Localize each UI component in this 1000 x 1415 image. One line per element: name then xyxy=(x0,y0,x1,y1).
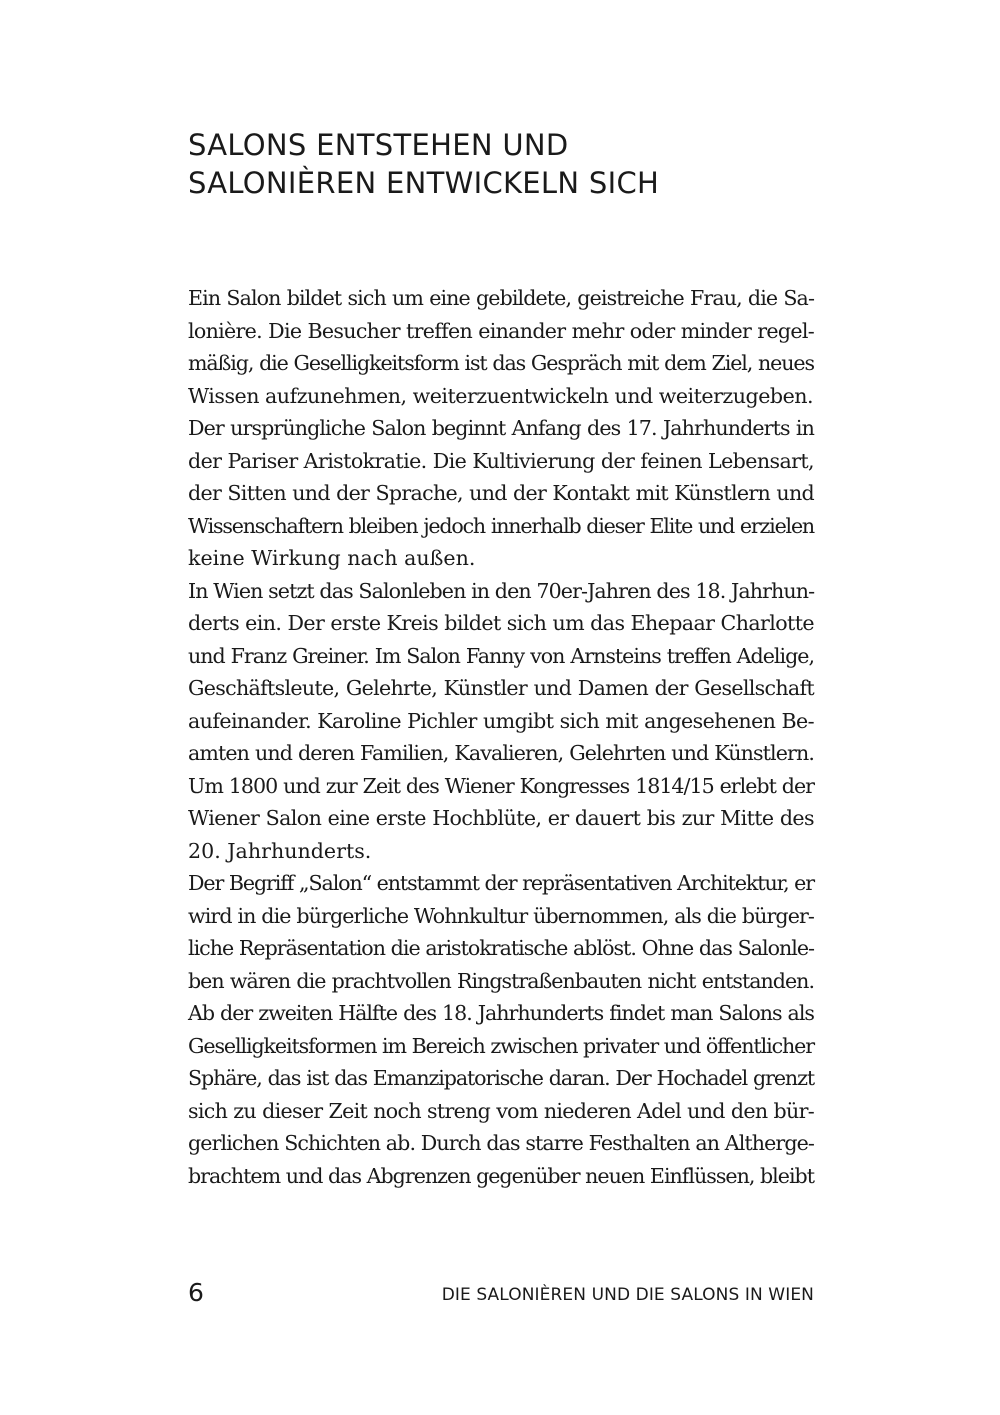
text-line: amten und deren Familien, Kavalieren, Gelehrten und Künstlern. xyxy=(188,741,814,765)
text-line: Sphäre, das ist das Emanzipatorische daran. Der Hochadel grenzt xyxy=(188,1066,814,1090)
text-line: Geschäftsleute, Gelehrte, Künstler und Damen der Gesellschaft xyxy=(188,676,814,700)
text-line: Der ursprüngliche Salon beginnt Anfang des 17. Jahrhunderts in xyxy=(188,416,814,440)
text-line: ben wären die prachtvollen Ringstraßenbauten nicht entstanden. xyxy=(188,968,814,993)
text-line: Wiener Salon eine erste Hochblüte, er dauert bis zur Mitte des xyxy=(188,806,814,830)
page-number: 6 xyxy=(188,1278,204,1307)
text-line: derts ein. Der erste Kreis bildet sich um das Ehepaar Charlotte xyxy=(188,611,814,635)
text-line: Wissen aufzunehmen, weiterzuentwickeln und weiterzugeben. xyxy=(188,383,814,408)
chapter-heading-line-1: SALONS ENTSTEHEN UND xyxy=(188,128,569,162)
running-title: DIE SALONIÈREN UND DIE SALONS IN WIEN xyxy=(441,1285,814,1305)
text-line: Um 1800 und zur Zeit des Wiener Kongresses 1814/15 erlebt der xyxy=(188,773,814,798)
text-line: der Pariser Aristokratie. Die Kultivierung der feinen Lebensart, xyxy=(188,448,814,473)
text-line: brachtem und das Abgrenzen gegenüber neuen Einflüssen, bleibt xyxy=(188,1163,814,1188)
text-line: gerlichen Schichten ab. Durch das starre Festhalten an Altherge- xyxy=(188,1131,814,1155)
text-line: mäßig, die Geselligkeitsform ist das Gespräch mit dem Ziel, neues xyxy=(188,351,814,375)
text-line: wird in die bürgerliche Wohnkultur übernommen, als die bürger- xyxy=(188,903,814,928)
text-line: Wissenschaftern bleiben jedoch innerhalb dieser Elite und erzielen xyxy=(188,513,814,538)
body-text xyxy=(188,282,814,1192)
text-line: der Sitten und der Sprache, und der Kontakt mit Künstlern und xyxy=(188,481,814,505)
text-line: und Franz Greiner. Im Salon Fanny von Arnsteins treffen Adelige, xyxy=(188,643,814,668)
chapter-heading-line-2: SALONIÈREN ENTWICKELN SICH xyxy=(188,166,660,200)
text-line: 20. Jahrhunderts. xyxy=(188,838,372,863)
text-line: In Wien setzt das Salonleben in den 70er-Jahren des 18. Jahrhun- xyxy=(188,578,815,603)
text-line: lonière. Die Besucher treffen einander mehr oder minder regel- xyxy=(188,318,814,343)
text-line: Der Begriff „Salon“ entstammt der repräsentativen Architektur, er xyxy=(188,871,814,895)
text-line: sich zu dieser Zeit noch streng vom niederen Adel und den bür- xyxy=(188,1098,814,1123)
text-line: Ein Salon bildet sich um eine gebildete, geistreiche Frau, die Sa- xyxy=(188,286,814,310)
text-line: aufeinander. Karoline Pichler umgibt sich mit angesehenen Be- xyxy=(188,708,814,733)
text-line: keine Wirkung nach außen. xyxy=(188,546,476,570)
text-line: Geselligkeitsformen im Bereich zwischen privater und öffentlicher xyxy=(188,1033,814,1058)
chapter-heading xyxy=(188,126,828,202)
text-line: liche Repräsentation die aristokratische ablöst. Ohne das Salonle- xyxy=(188,936,814,960)
text-line: Ab der zweiten Hälfte des 18. Jahrhunderts findet man Salons als xyxy=(188,1001,814,1025)
